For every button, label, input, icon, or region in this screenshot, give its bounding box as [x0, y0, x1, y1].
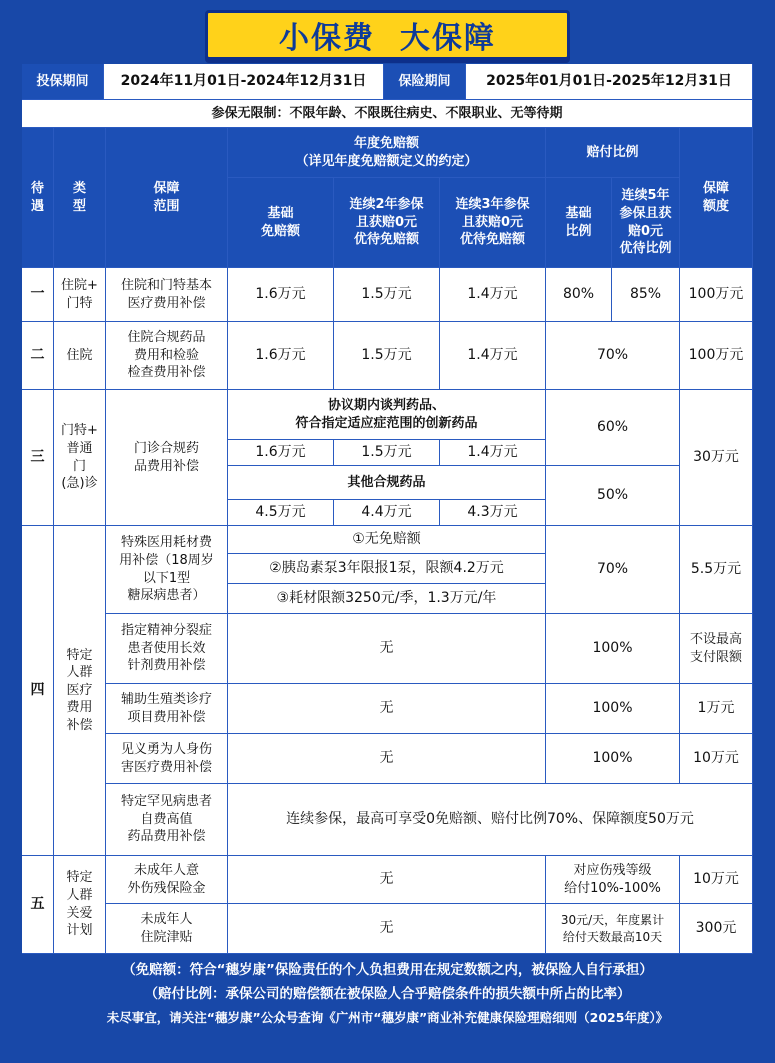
row3-sub1: 协议期内谈判药品、 符合指定适应症范围的创新药品: [228, 390, 546, 440]
row1-num: 一: [22, 268, 54, 322]
row1-ded-3y: 1.4万元: [440, 268, 546, 322]
row3-ratio-a: 60%: [546, 390, 680, 466]
row2-type: 住院: [54, 322, 106, 390]
cover-period-label: 保险期间: [384, 64, 466, 100]
row3-b-ded-2y: 4.4万元: [334, 500, 440, 526]
row4-s1-scope: 特殊医用耗材费 用补偿（18周岁 以下1型 糖尿病患者）: [106, 526, 228, 614]
row3-b-ded-3y: 4.3万元: [440, 500, 546, 526]
header-deductible-3y: 连续3年参保 且获赔0元 优待免赔额: [440, 178, 546, 268]
row1-ded-2y: 1.5万元: [334, 268, 440, 322]
row5-s2-scope: 未成年人 住院津贴: [106, 904, 228, 954]
row4-s2-limit: 不设最高 支付限额: [680, 614, 753, 684]
row3-a-ded-2y: 1.5万元: [334, 440, 440, 466]
row2-ded-2y: 1.5万元: [334, 322, 440, 390]
row4-s4-limit: 10万元: [680, 734, 753, 784]
row2-limit: 100万元: [680, 322, 753, 390]
row5-num: 五: [22, 856, 54, 954]
row4-type: 特定 人群 医疗 费用 补偿: [54, 526, 106, 856]
row1-type: 住院+ 门特: [54, 268, 106, 322]
row3-limit: 30万元: [680, 390, 753, 526]
row4-s3-limit: 1万元: [680, 684, 753, 734]
row3-b-ded-base: 4.5万元: [228, 500, 334, 526]
footer-ratio-note: （赔付比例：承保公司的赔偿额在被保险人合乎赔偿条件的损失额中所占的比率）: [144, 986, 631, 1002]
header-ratio-5y: 连续5年 参保且获 赔0元 优待比例: [612, 178, 680, 268]
row4-s2-scope: 指定精神分裂症 患者使用长效 针剂费用补偿: [106, 614, 228, 684]
header-ratio: 赔付比例: [546, 128, 680, 178]
header-treatment: 待 遇: [22, 128, 54, 268]
row3-type: 门特+ 普通 门 (急)诊: [54, 390, 106, 526]
row4-s5-scope: 特定罕见病患者 自费高值 药品费用补偿: [106, 784, 228, 856]
row4-s1-ratio: 70%: [546, 526, 680, 614]
row5-s1-limit: 10万元: [680, 856, 753, 904]
enroll-note: 参保无限制：不限年龄、不限既往病史、不限职业、无等待期: [22, 100, 753, 128]
row5-s2-ratio: 30元/天，年度累计 给付天数最高10天: [546, 904, 680, 954]
row3-sub2: 其他合规药品: [228, 466, 546, 500]
row5-s1-ded: 无: [228, 856, 546, 904]
row1-ded-base: 1.6万元: [228, 268, 334, 322]
row2-num: 二: [22, 322, 54, 390]
row4-s1-limit: 5.5万元: [680, 526, 753, 614]
footer-notes: [0, 958, 775, 1030]
row4-s4-ded: 无: [228, 734, 546, 784]
row2-scope: 住院合规药品 费用和检验 检查费用补偿: [106, 322, 228, 390]
row5-s1-ratio: 对应伤残等级 给付10%-100%: [546, 856, 680, 904]
row5-s1-scope: 未成年人意 外伤残保险金: [106, 856, 228, 904]
row2-ded-3y: 1.4万元: [440, 322, 546, 390]
banner: [205, 10, 570, 60]
banner-title: 小保费 大保障: [279, 21, 496, 56]
row5-s2-limit: 300元: [680, 904, 753, 954]
footer-deductible-note: （免赔额：符合“穗岁康”保险责任的个人负担费用在规定数额之内，被保险人自行承担）: [122, 962, 653, 978]
row4-s1-line2: ②胰岛素泵3年限报1泵，限额4.2万元: [228, 554, 546, 584]
row4-num: 四: [22, 526, 54, 856]
row4-s3-ratio: 100%: [546, 684, 680, 734]
enroll-period-value: 2024年11月01日-2024年12月31日: [104, 64, 384, 100]
header-deductible-2y: 连续2年参保 且获赔0元 优待免赔额: [334, 178, 440, 268]
row1-scope: 住院和门特基本 医疗费用补偿: [106, 268, 228, 322]
header-type: 类 型: [54, 128, 106, 268]
cover-period-value: 2025年01月01日-2025年12月31日: [466, 64, 753, 100]
row4-s1-line3: ③耗材限额3250元/季，1.3万元/年: [228, 584, 546, 614]
row3-scope: 门诊合规药 品费用补偿: [106, 390, 228, 526]
header-limit: 保障 额度: [680, 128, 753, 268]
row4-s5-text: 连续参保，最高可享受0免赔额、赔付比例70%、保障额度50万元: [228, 784, 753, 856]
row2-ratio: 70%: [546, 322, 680, 390]
row4-s2-ded: 无: [228, 614, 546, 684]
row4-s3-scope: 辅助生殖类诊疗 项目费用补偿: [106, 684, 228, 734]
row5-s2-ded: 无: [228, 904, 546, 954]
row1-ratio-5y: 85%: [612, 268, 680, 322]
header-ratio-base: 基础 比例: [546, 178, 612, 268]
row3-a-ded-base: 1.6万元: [228, 440, 334, 466]
header-deductible: 年度免赔额 （详见年度免赔额定义的约定）: [228, 128, 546, 178]
row1-limit: 100万元: [680, 268, 753, 322]
row4-s3-ded: 无: [228, 684, 546, 734]
row4-s4-ratio: 100%: [546, 734, 680, 784]
header-scope: 保障 范围: [106, 128, 228, 268]
footer-more-info: 未尽事宜，请关注“穗岁康”公众号查询《广州市“穗岁康”商业补充健康保险理赔细则（2025年度）》: [106, 1010, 669, 1025]
row3-num: 三: [22, 390, 54, 526]
benefit-table: [22, 64, 753, 954]
row5-type: 特定 人群 关爱 计划: [54, 856, 106, 954]
row2-ded-base: 1.6万元: [228, 322, 334, 390]
row4-s1-line1: ①无免赔额: [228, 526, 546, 554]
row4-s4-scope: 见义勇为人身伤 害医疗费用补偿: [106, 734, 228, 784]
row3-ratio-b: 50%: [546, 466, 680, 526]
enroll-period-label: 投保期间: [22, 64, 104, 100]
header-deductible-base: 基础 免赔额: [228, 178, 334, 268]
row3-a-ded-3y: 1.4万元: [440, 440, 546, 466]
row4-s2-ratio: 100%: [546, 614, 680, 684]
row1-ratio-base: 80%: [546, 268, 612, 322]
